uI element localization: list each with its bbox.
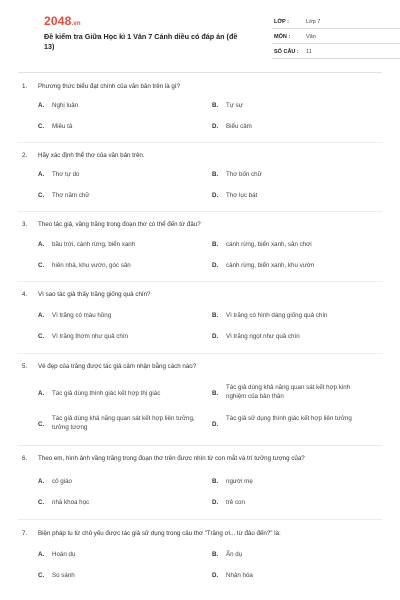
option-label: A. bbox=[38, 171, 45, 178]
option-label: B. bbox=[212, 171, 219, 178]
option-text: Vì trăng có màu hồng bbox=[52, 312, 112, 319]
option-label: B. bbox=[212, 102, 219, 109]
question-divider bbox=[18, 445, 382, 446]
option-label: D. bbox=[212, 123, 219, 130]
option-text: Hoán dụ bbox=[52, 551, 76, 558]
option-text: Biểu cảm bbox=[226, 123, 252, 130]
meta-row-count bbox=[272, 45, 400, 59]
question-text bbox=[22, 83, 180, 90]
option-label: A. bbox=[38, 390, 45, 397]
option-text: Thơ tự do bbox=[52, 171, 80, 178]
question-number: 4. bbox=[22, 291, 28, 298]
question-divider bbox=[18, 142, 382, 143]
question-divider bbox=[18, 281, 382, 282]
option-label: B. bbox=[212, 241, 219, 248]
question-text bbox=[22, 221, 201, 228]
option-text: Thơ lục bát bbox=[226, 192, 258, 199]
document-header bbox=[22, 0, 378, 72]
option-text: Nhân hóa bbox=[226, 572, 253, 579]
question-number: 1. bbox=[22, 83, 28, 90]
question-stem: Vẻ đẹp của trăng được tác giả cảm nhận bằng cách nào? bbox=[38, 363, 197, 370]
option-text: Nghị luận bbox=[52, 102, 79, 109]
option-label: C. bbox=[38, 572, 45, 579]
option-text: Tác giả dùng khả năng quan sát kết hợp kinh nghiệm của bản thân bbox=[226, 384, 351, 400]
option-text: Tác giả sử dụng thính giác kết hợp liên tưởng bbox=[226, 415, 352, 422]
meta-key: MÔN : bbox=[274, 34, 291, 40]
question-divider bbox=[18, 353, 382, 354]
option-label: A. bbox=[38, 102, 45, 109]
question-number: 6. bbox=[22, 455, 28, 462]
question-stem: Vì sao tác giả thấy trăng giống quả chín? bbox=[38, 291, 151, 298]
option-text: Tác giả dùng thính giác kết hợp thị giác bbox=[52, 390, 161, 397]
option-text: Vì trăng thơm như quả chín bbox=[52, 333, 128, 340]
option-label: A. bbox=[38, 241, 45, 248]
meta-key: SỐ CÂU : bbox=[274, 49, 299, 55]
option-label: C. bbox=[38, 192, 45, 199]
option-label: B. bbox=[212, 478, 219, 485]
document-title: Đề kiểm tra Giữa Học kì 1 Văn 7 Cánh diều có đáp án (đề 13) bbox=[44, 32, 238, 51]
option-label: A. bbox=[38, 478, 45, 485]
option-text: Ẩn dụ bbox=[226, 551, 243, 558]
question-text bbox=[22, 363, 196, 370]
option-label: C. bbox=[38, 262, 45, 269]
option-text: bầu trời, cánh rừng, biển xanh bbox=[52, 241, 136, 248]
option-text: hiên nhà, khu vườn, góc sân bbox=[52, 262, 131, 269]
question-stem: Theo tác giả, vầng trăng trong đoạn thơ có thể đến từ đâu? bbox=[38, 221, 201, 228]
meta-value: Văn bbox=[306, 34, 316, 40]
option-text: trẻ con bbox=[226, 499, 245, 506]
option-text: So sánh bbox=[52, 572, 75, 579]
option-label: B. bbox=[212, 312, 219, 319]
question-divider bbox=[18, 211, 382, 212]
option-label: A. bbox=[38, 312, 45, 319]
meta-value: 11 bbox=[306, 49, 312, 55]
option-label: D. bbox=[212, 333, 219, 340]
meta-row-class bbox=[272, 15, 400, 29]
option-label: D. bbox=[212, 262, 219, 269]
option-text: người mẹ bbox=[226, 478, 253, 485]
meta-row-subject bbox=[272, 30, 400, 44]
question-number: 5. bbox=[22, 363, 28, 370]
option-text: Thơ năm chữ bbox=[52, 192, 90, 199]
question-stem: Theo em, hình ảnh vầng trăng trong đoạn thơ trên được nhìn từ con mắt và trí tưởng tượng của? bbox=[38, 455, 305, 462]
option-text: cánh rừng, biển xanh, sân chơi bbox=[226, 241, 312, 248]
option-text: cô giáo bbox=[52, 478, 72, 485]
question-divider bbox=[18, 519, 382, 520]
question-number: 7. bbox=[22, 530, 28, 537]
option-label: C. bbox=[38, 333, 45, 340]
option-text: Tác giả dùng khả năng quan sát kết hợp liên tưởng, tưởng tượng bbox=[52, 415, 195, 431]
option-text: Vì trăng ngọt như quả chín bbox=[226, 333, 300, 340]
option-text: nhà khoa học bbox=[52, 499, 90, 506]
question-number: 2. bbox=[22, 152, 28, 159]
option-label: D. bbox=[212, 499, 219, 506]
option-label: C. bbox=[38, 499, 45, 506]
option-label: D. bbox=[212, 572, 219, 579]
option-text: Miêu tả bbox=[52, 123, 73, 130]
site-logo[interactable] bbox=[44, 14, 81, 28]
question-text bbox=[22, 455, 305, 462]
meta-key: LỚP : bbox=[274, 19, 289, 25]
option-label: B. bbox=[212, 551, 219, 558]
logo-text: 2048 bbox=[44, 14, 72, 28]
option-text: Tự sự bbox=[226, 102, 243, 109]
logo-suffix: .vn bbox=[71, 21, 81, 27]
option-label: D. bbox=[212, 192, 219, 199]
header-divider bbox=[18, 72, 382, 73]
option-text: Vì trăng có hình dáng giống quả chín bbox=[226, 312, 328, 319]
option-label: C. bbox=[38, 421, 45, 428]
option-label: B. bbox=[212, 390, 219, 397]
question-text bbox=[22, 152, 145, 159]
option-label: A. bbox=[38, 551, 45, 558]
option-label: D. bbox=[212, 421, 219, 428]
question-stem: Phương thức biểu đạt chính của văn bản trên là gì? bbox=[38, 83, 181, 90]
meta-value: Lớp 7 bbox=[306, 19, 321, 25]
option-label: C. bbox=[38, 123, 45, 130]
question-text bbox=[22, 530, 281, 537]
option-text: cánh rừng, biển xanh, khu vườn bbox=[226, 262, 315, 269]
question-number: 3. bbox=[22, 221, 28, 228]
question-stem: Biện pháp tu từ chủ yếu được tác giả sử dụng trong câu thơ "Trăng ơi... từ đâu đến?" là: bbox=[38, 530, 281, 537]
question-text bbox=[22, 291, 150, 298]
option-text: Thơ bốn chữ bbox=[226, 171, 262, 178]
question-stem: Hãy xác định thể thơ của văn bản trên. bbox=[38, 152, 145, 159]
